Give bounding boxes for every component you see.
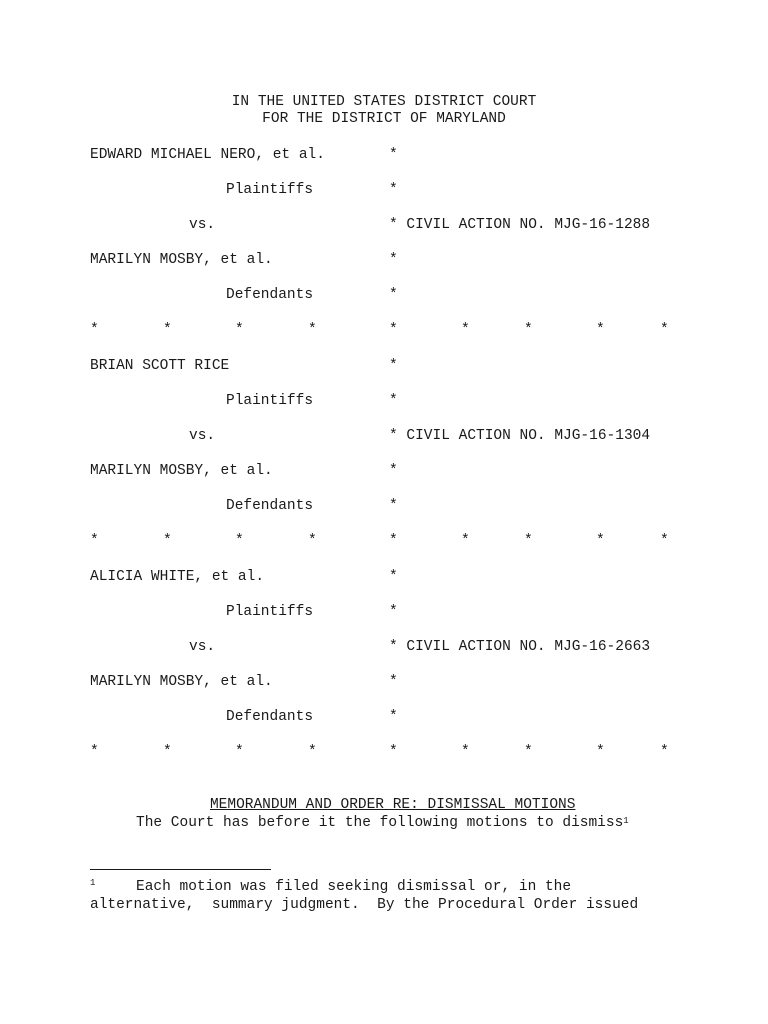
separator-star: * — [235, 744, 244, 760]
footnote-line-1: Each motion was filed seeking dismissal or, in the — [136, 879, 572, 895]
footnote-reference: 1 — [623, 816, 629, 826]
footnote-divider — [90, 869, 271, 870]
court-district: FOR THE DISTRICT OF MARYLAND — [262, 111, 506, 127]
separator-star: * — [596, 744, 605, 760]
caption-star: * — [389, 182, 398, 198]
plaintiff-role: Plaintiffs — [226, 182, 314, 198]
separator-star: * — [660, 744, 669, 760]
star-separator — [0, 532, 768, 550]
separator-star: * — [308, 744, 317, 760]
separator-star: * — [596, 322, 605, 338]
separator-star: * — [90, 533, 99, 549]
separator-star: * — [524, 533, 533, 549]
star-separator — [0, 743, 768, 761]
caption-star: * — [389, 287, 398, 303]
separator-star: * — [660, 322, 669, 338]
separator-star: * — [461, 322, 470, 338]
star-separator — [0, 321, 768, 339]
caption-star: * — [389, 358, 398, 374]
plaintiff-name: BRIAN SCOTT RICE — [90, 358, 230, 374]
caption-star: * — [389, 604, 398, 620]
separator-star: * — [163, 744, 172, 760]
footnote-number: 1 — [90, 878, 96, 888]
defendant-name: MARILYN MOSBY, et al. — [90, 252, 273, 268]
civil-action-number: * CIVIL ACTION NO. MJG-16-1304 — [389, 428, 651, 444]
separator-star: * — [389, 744, 398, 760]
defendant-role: Defendants — [226, 709, 314, 725]
separator-star: * — [596, 533, 605, 549]
caption-star: * — [389, 147, 398, 163]
defendant-role: Defendants — [226, 287, 314, 303]
separator-star: * — [461, 533, 470, 549]
civil-action-number: * CIVIL ACTION NO. MJG-16-2663 — [389, 639, 651, 655]
separator-star: * — [660, 533, 669, 549]
separator-star: * — [524, 744, 533, 760]
caption-star: * — [389, 463, 398, 479]
plaintiff-role: Plaintiffs — [226, 604, 314, 620]
separator-star: * — [524, 322, 533, 338]
footnote-marker — [90, 876, 95, 894]
footnote-line-2: alternative, summary judgment. By the Procedural Order issued — [90, 897, 639, 913]
body-paragraph — [136, 814, 629, 832]
separator-star: * — [163, 533, 172, 549]
versus-label: vs. — [189, 639, 216, 655]
plaintiff-role: Plaintiffs — [226, 393, 314, 409]
separator-star: * — [308, 322, 317, 338]
memorandum-heading — [0, 778, 768, 814]
caption-star: * — [389, 569, 398, 585]
versus-label: vs. — [189, 428, 216, 444]
separator-star: * — [308, 533, 317, 549]
separator-star: * — [389, 322, 398, 338]
plaintiff-name: ALICIA WHITE, et al. — [90, 569, 265, 585]
separator-star: * — [461, 744, 470, 760]
memorandum-heading-text: MEMORANDUM AND ORDER RE: DISMISSAL MOTIONS — [209, 797, 576, 813]
separator-star: * — [389, 533, 398, 549]
defendant-role: Defendants — [226, 498, 314, 514]
caption-star: * — [389, 393, 398, 409]
separator-star: * — [163, 322, 172, 338]
body-text: The Court has before it the following motions to dismiss — [136, 815, 624, 831]
separator-star: * — [235, 322, 244, 338]
caption-star: * — [389, 498, 398, 514]
separator-star: * — [90, 322, 99, 338]
separator-star: * — [235, 533, 244, 549]
civil-action-number: * CIVIL ACTION NO. MJG-16-1288 — [389, 217, 651, 233]
separator-star: * — [90, 744, 99, 760]
defendant-name: MARILYN MOSBY, et al. — [90, 674, 273, 690]
caption-star: * — [389, 709, 398, 725]
caption-star: * — [389, 252, 398, 268]
plaintiff-name: EDWARD MICHAEL NERO, et al. — [90, 147, 325, 163]
court-name: IN THE UNITED STATES DISTRICT COURT — [231, 94, 537, 110]
defendant-name: MARILYN MOSBY, et al. — [90, 463, 273, 479]
versus-label: vs. — [189, 217, 216, 233]
caption-star: * — [389, 674, 398, 690]
